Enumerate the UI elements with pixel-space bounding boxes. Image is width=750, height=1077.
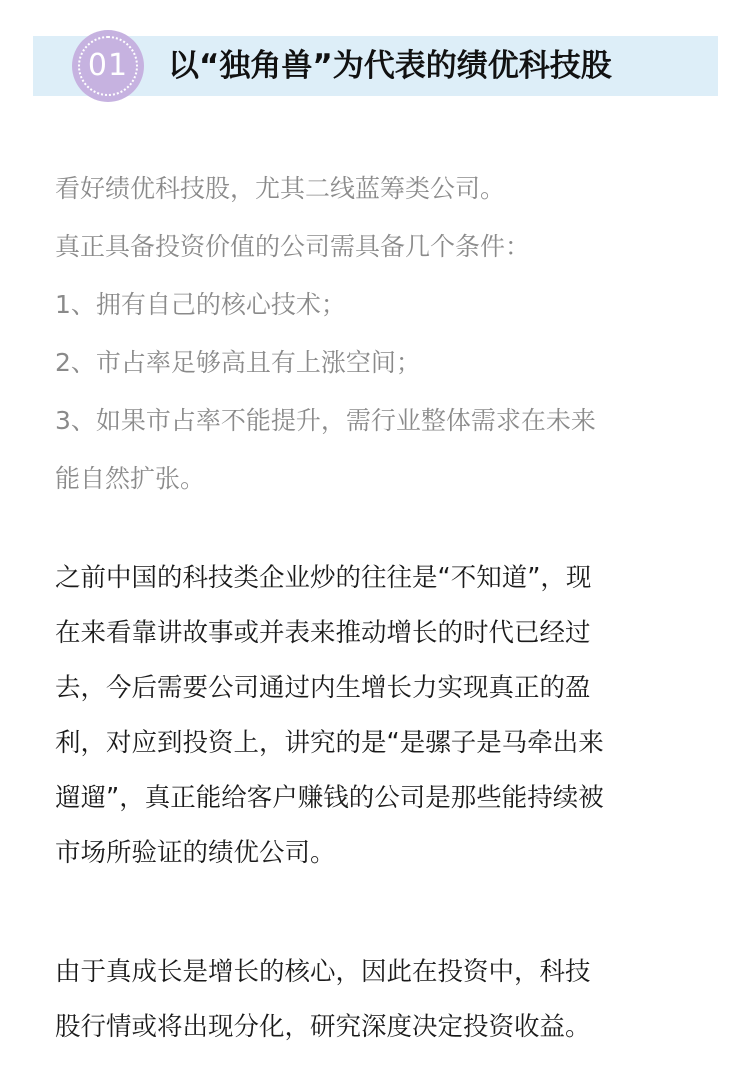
intro-text-block [55, 160, 715, 508]
intro-line: 真正具备投资价值的公司需具备几个条件： [55, 232, 531, 261]
paragraph-line: 之前中国的科技类企业炒的往往是“不知道”，现 [55, 563, 592, 593]
intro-line: 2、市占率足够高且有上涨空间； [55, 348, 421, 377]
paragraph-line: 在来看靠讲故事或并表来推动增长的时代已经过 [55, 618, 591, 648]
section-number: 01 [87, 48, 129, 83]
section-number-badge [72, 30, 144, 102]
paragraph-line: 去，今后需要公司通过内生增长力实现真正的盈 [55, 673, 591, 703]
intro-line: 3、如果市占率不能提升，需行业整体需求在未来 [55, 406, 596, 435]
paragraph-line: 股行情或将出现分化，研究深度决定投资收益。 [55, 1012, 591, 1042]
body-paragraph-1 [55, 551, 715, 881]
intro-line: 看好绩优科技股，尤其二线蓝筹类公司。 [55, 174, 506, 203]
paragraph-line: 遛遛”，真正能给客户赚钱的公司是那些能持续被 [55, 783, 604, 813]
paragraph-line: 由于真成长是增长的核心，因此在投资中，科技 [55, 957, 591, 987]
paragraph-line: 利，对应到投资上，讲究的是“是骡子是马牵出来 [55, 728, 604, 758]
section-title: 以“独角兽”为代表的绩优科技股 [168, 48, 612, 84]
intro-line: 能自然扩张。 [55, 464, 206, 493]
intro-line: 1、拥有自己的核心技术； [55, 290, 346, 319]
paragraph-line: 市场所验证的绩优公司。 [55, 838, 336, 868]
body-paragraph-2 [55, 945, 715, 1055]
